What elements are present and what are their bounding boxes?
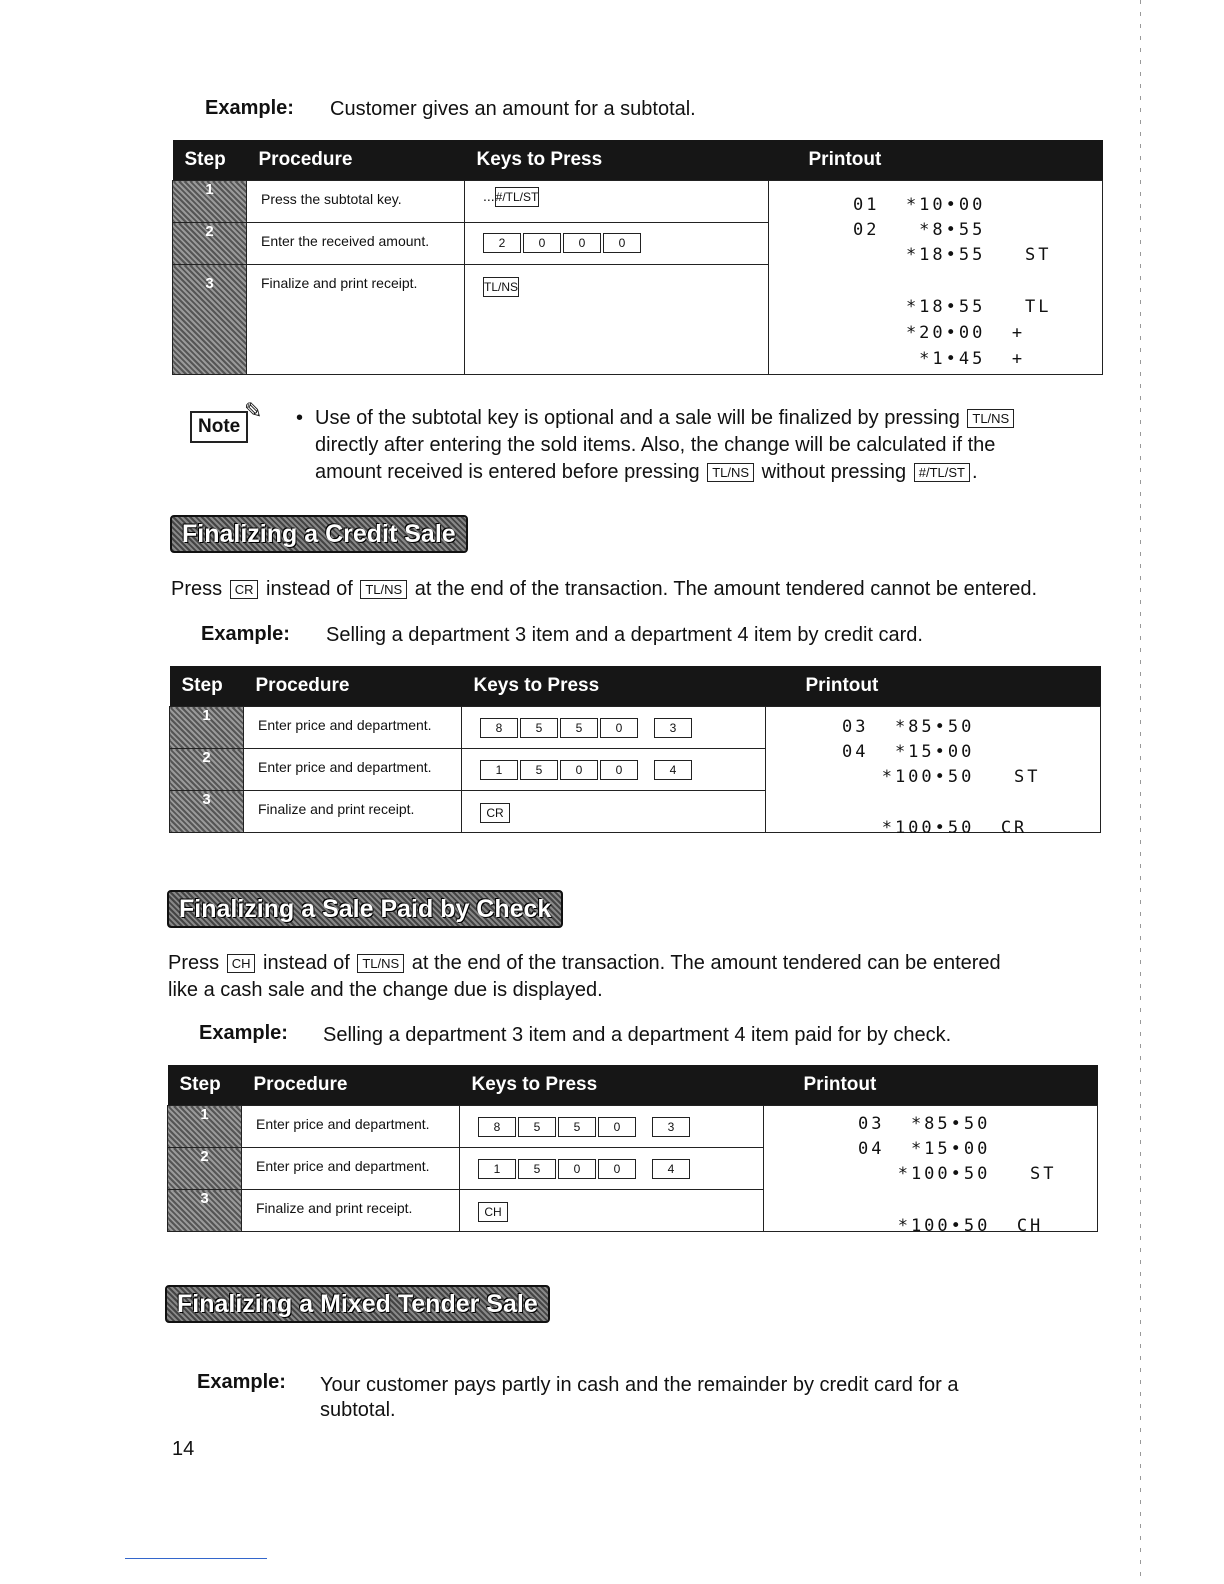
key-0: 0	[563, 233, 601, 253]
keys-cell	[465, 265, 769, 375]
tlns-key: TL/NS	[360, 580, 407, 599]
para-text: instead of	[266, 578, 353, 600]
header-printout: Printout	[769, 140, 1103, 181]
printout-line: *1•45 +	[853, 349, 1026, 369]
procedure-text: Press the subtotal key.	[247, 181, 465, 223]
check-paragraph	[168, 950, 1088, 1004]
para-text: instead of	[263, 952, 350, 974]
key-8: 8	[478, 1117, 516, 1137]
tlns-key: TL/NS	[357, 954, 404, 973]
ch-key: CH	[227, 954, 256, 973]
example-label: Example:	[197, 1371, 286, 1393]
section-title-check-sale: Finalizing a Sale Paid by Check	[167, 890, 563, 928]
procedure-text: Finalize and print receipt.	[242, 1190, 460, 1232]
procedure-text: Enter price and department.	[244, 749, 462, 791]
header-step: Step	[173, 140, 247, 181]
keys-prefix: ...	[483, 188, 495, 204]
department-key-4: 4	[654, 760, 692, 780]
footer-rule	[125, 1558, 267, 1559]
keys-cell	[462, 749, 766, 791]
header-keys: Keys to Press	[465, 140, 769, 181]
procedure-table-1	[172, 140, 1103, 375]
procedure-text: Enter price and department.	[242, 1106, 460, 1148]
printout-line: 03 *85•50	[858, 1114, 991, 1134]
keys-cell	[462, 791, 766, 833]
note-line3: amount received is entered before pressing	[315, 461, 700, 483]
header-procedure: Procedure	[242, 1065, 460, 1106]
note-label: Note	[190, 411, 248, 443]
key-0: 0	[598, 1159, 636, 1179]
page-number: 14	[172, 1438, 195, 1460]
header-keys: Keys to Press	[460, 1065, 764, 1106]
step-number: 2	[173, 223, 247, 265]
header-printout: Printout	[764, 1065, 1098, 1106]
key-0: 0	[598, 1117, 636, 1137]
header-procedure: Procedure	[247, 140, 465, 181]
procedure-text: Enter price and department.	[244, 707, 462, 749]
subtotal-key: #/TL/ST	[495, 187, 540, 207]
example-label: Example:	[201, 623, 290, 645]
printout-line: *100•50 ST	[858, 1164, 1057, 1184]
keys-cell	[462, 707, 766, 749]
printout-line: *100•50 ST	[842, 767, 1041, 787]
key-0: 0	[560, 760, 598, 780]
printout-line: *18•55 TL	[853, 297, 1052, 317]
credit-paragraph	[171, 576, 1037, 603]
printout-cell	[766, 707, 1101, 838]
section-title-credit-sale: Finalizing a Credit Sale	[170, 515, 468, 553]
key-1: 1	[480, 760, 518, 780]
printout-line: *18•55 ST	[853, 245, 1052, 265]
procedure-text: Finalize and print receipt.	[244, 791, 462, 833]
section-title-mixed-tender: Finalizing a Mixed Tender Sale	[165, 1285, 550, 1323]
tlns-key: TL/NS	[483, 277, 519, 297]
key-5: 5	[520, 718, 558, 738]
key-0: 0	[600, 718, 638, 738]
example-line: subtotal.	[320, 1399, 396, 1421]
procedure-table-2	[169, 666, 1101, 838]
para-text: Press	[171, 578, 223, 600]
printout-line: *20•00 +	[853, 323, 1026, 343]
department-key-3: 3	[652, 1117, 690, 1137]
cr-key: CR	[480, 803, 510, 823]
key-5: 5	[520, 760, 558, 780]
note-line3-end: .	[971, 461, 978, 483]
printout-line: 02 *8•55	[853, 220, 986, 240]
printout-line: 03 *85•50	[842, 717, 975, 737]
example-label: Example:	[205, 97, 294, 119]
printout-line: 04 *15•00	[858, 1139, 991, 1159]
key-5: 5	[558, 1117, 596, 1137]
keys-cell	[460, 1106, 764, 1148]
department-key-4: 4	[652, 1159, 690, 1179]
header-step: Step	[170, 666, 244, 707]
key-0: 0	[603, 233, 641, 253]
step-number: 1	[170, 707, 244, 749]
printout-line: 01 *10•00	[853, 195, 986, 215]
key-0: 0	[558, 1159, 596, 1179]
printout-line: *100•50 CH	[858, 1216, 1044, 1236]
note-line2: directly after entering the sold items. Also, the change will be calculated if the	[315, 434, 996, 456]
header-step: Step	[168, 1065, 242, 1106]
tlns-key: TL/NS	[967, 409, 1014, 428]
note-bullet: •	[296, 407, 304, 429]
step-number: 1	[173, 181, 247, 223]
key-0: 0	[523, 233, 561, 253]
keys-cell	[465, 223, 769, 265]
example-label: Example:	[199, 1022, 288, 1044]
printout-line: 04 *15•00	[842, 742, 975, 762]
example-text	[320, 1373, 958, 1423]
key-5: 5	[518, 1117, 556, 1137]
key-5: 5	[560, 718, 598, 738]
key-2: 2	[483, 233, 521, 253]
pencil-icon: ✎	[244, 398, 263, 423]
cr-key: CR	[230, 580, 259, 599]
keys-cell	[465, 181, 769, 223]
subtotal-key: #/TL/ST	[914, 463, 970, 482]
keys-cell	[460, 1148, 764, 1190]
para-text: like a cash sale and the change due is displayed.	[168, 979, 603, 1001]
para-text: at the end of the transaction. The amount tendered can be entered	[411, 952, 1001, 974]
key-8: 8	[480, 718, 518, 738]
keys-cell	[460, 1190, 764, 1232]
margin-guide	[1140, 0, 1141, 1584]
key-1: 1	[478, 1159, 516, 1179]
step-number: 3	[170, 791, 244, 833]
para-text: Press	[168, 952, 220, 974]
tlns-key: TL/NS	[707, 463, 754, 482]
para-text: at the end of the transaction. The amount tendered cannot be entered.	[414, 578, 1038, 600]
step-number: 2	[168, 1148, 242, 1190]
step-number: 1	[168, 1106, 242, 1148]
step-number: 3	[173, 265, 247, 375]
procedure-table-3	[167, 1065, 1098, 1236]
note-text	[315, 405, 1075, 486]
header-procedure: Procedure	[244, 666, 462, 707]
procedure-text: Enter price and department.	[242, 1148, 460, 1190]
department-key-3: 3	[654, 718, 692, 738]
ch-key: CH	[478, 1202, 508, 1222]
printout-line: *100•50 CR	[842, 818, 1028, 838]
note-line1: Use of the subtotal key is optional and a sale will be finalized by pressing	[315, 407, 960, 429]
key-0: 0	[600, 760, 638, 780]
header-keys: Keys to Press	[462, 666, 766, 707]
example-text: Customer gives an amount for a subtotal.	[330, 98, 696, 120]
key-5: 5	[518, 1159, 556, 1179]
procedure-text: Enter the received amount.	[247, 223, 465, 265]
example-text: Selling a department 3 item and a department 4 item paid for by check.	[323, 1024, 952, 1046]
example-line: Your customer pays partly in cash and the remainder by credit card for a	[320, 1374, 959, 1396]
step-number: 3	[168, 1190, 242, 1232]
note-line3-mid: without pressing	[761, 461, 907, 483]
printout-cell	[769, 181, 1103, 375]
example-text: Selling a department 3 item and a department 4 item by credit card.	[326, 624, 923, 646]
step-number: 2	[170, 749, 244, 791]
header-printout: Printout	[766, 666, 1101, 707]
printout-cell	[764, 1106, 1098, 1236]
procedure-text: Finalize and print receipt.	[247, 265, 465, 375]
